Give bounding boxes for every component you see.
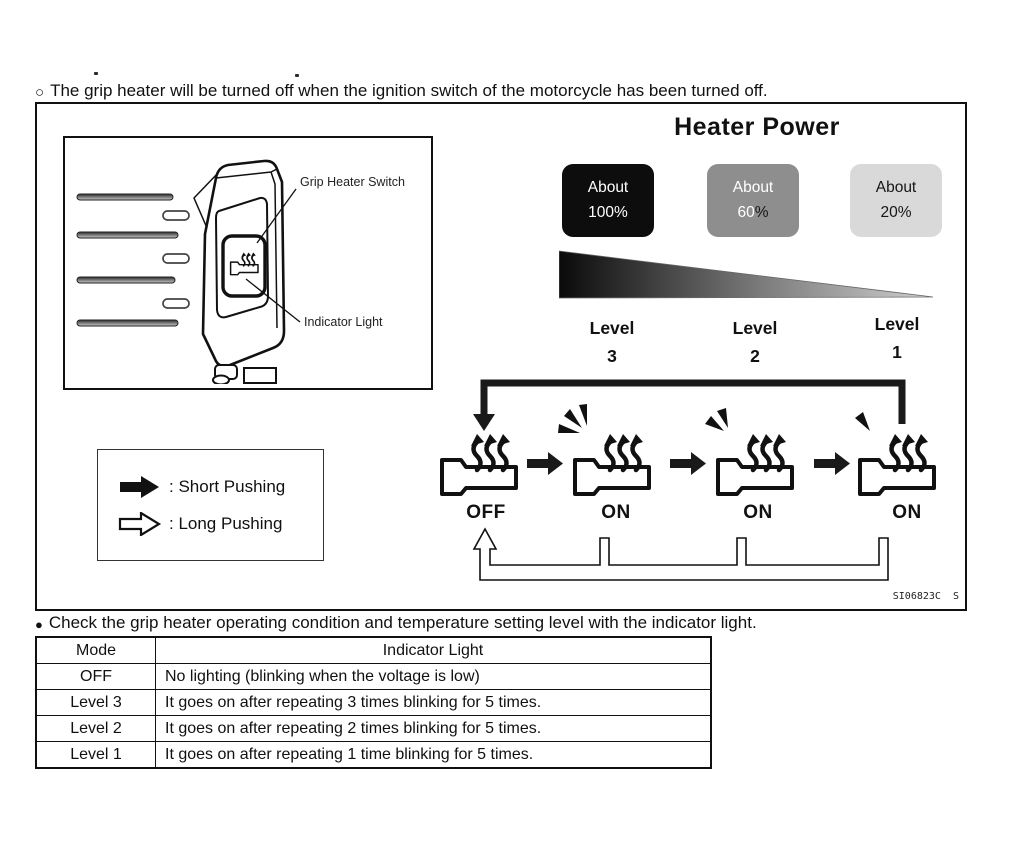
check-text: Check the grip heater operating condition and temperature setting level with the indicator light. [48,613,757,632]
table-row [36,716,711,742]
solid-circle-bullet-icon: ● [35,616,43,632]
blink-marks-1-icon [855,412,870,431]
header-mode: Mode [36,637,156,664]
grip-icon-on-level1 [860,434,934,494]
cell-indicator: It goes on after repeating 3 times blinking for 5 times. [156,690,712,716]
state-label-off: OFF [466,502,506,523]
grip-icon-on-level2 [718,434,792,494]
power-box-word: About [587,179,629,197]
short-push-arrow-icon [527,452,563,475]
level-1-label: Level 1 [874,314,920,362]
figure-frame [35,102,967,611]
scan-artifact-dot [295,74,299,77]
long-push-arrow-icon [118,512,162,536]
legend-long-push [118,512,323,536]
blink-marks-3-icon [558,404,587,433]
push-legend-box [97,449,324,561]
grip-heater-switch-label: Grip Heater Switch [300,175,405,189]
cell-indicator: It goes on after repeating 1 time blinking for 5 times. [156,742,712,769]
intro-text: The grip heater will be turned off when the ignition switch of the motorcycle has been turned off. [50,81,768,100]
blink-marks-2-icon [705,408,728,431]
down-arrow-icon [473,414,495,431]
cell-mode: OFF [36,664,156,690]
check-line [35,613,757,633]
table-row [36,664,711,690]
indicator-light-label: Indicator Light [304,315,383,329]
switch-illustration-box [63,136,433,390]
power-box-60 [707,164,799,237]
cell-indicator: No lighting (blinking when the voltage is low) [156,664,712,690]
state-label-on-2: ON [743,502,773,523]
short-push-arrow-icon [118,475,162,499]
header-indicator-light: Indicator Light [156,637,712,664]
grip-icon-off [442,434,516,494]
legend-long-label: : Long Pushing [169,513,283,533]
power-box-20 [850,164,942,237]
cell-mode: Level 3 [36,690,156,716]
figure-code: SI06823C S [892,591,959,602]
table-row [36,742,711,769]
cell-mode: Level 1 [36,742,156,769]
heater-power-title: Heater Power [674,113,840,141]
power-box-value: 100% [588,203,628,221]
power-gradient-triangle [559,246,937,304]
open-circle-bullet-icon: ○ [35,83,45,101]
short-push-arrow-icon [814,452,850,475]
cell-indicator: It goes on after repeating 2 times blinking for 5 times. [156,716,712,742]
indicator-table [35,636,712,769]
cell-mode: Level 2 [36,716,156,742]
legend-short-push [118,475,323,499]
table-row [36,690,711,716]
power-box-100 [562,164,654,237]
grip-icon-on-level3 [575,434,649,494]
scan-artifact-dot [94,72,98,75]
long-push-return-outline [474,529,888,580]
power-box-word: About [732,179,774,197]
cycle-return-line [484,383,902,424]
state-label-on-1: ON [892,502,922,523]
level-2-label: Level 2 [732,318,778,366]
legend-short-label: : Short Pushing [169,476,286,496]
table-header-row [36,637,711,664]
power-box-value: 20% [880,203,912,221]
level-3-label: Level 3 [589,318,635,366]
state-label-on-3: ON [601,502,631,523]
short-push-arrow-icon [670,452,706,475]
mode-cycle-diagram [437,372,964,606]
power-box-word: About [875,179,917,197]
power-box-value: 60% [737,203,769,221]
intro-line [35,81,768,101]
